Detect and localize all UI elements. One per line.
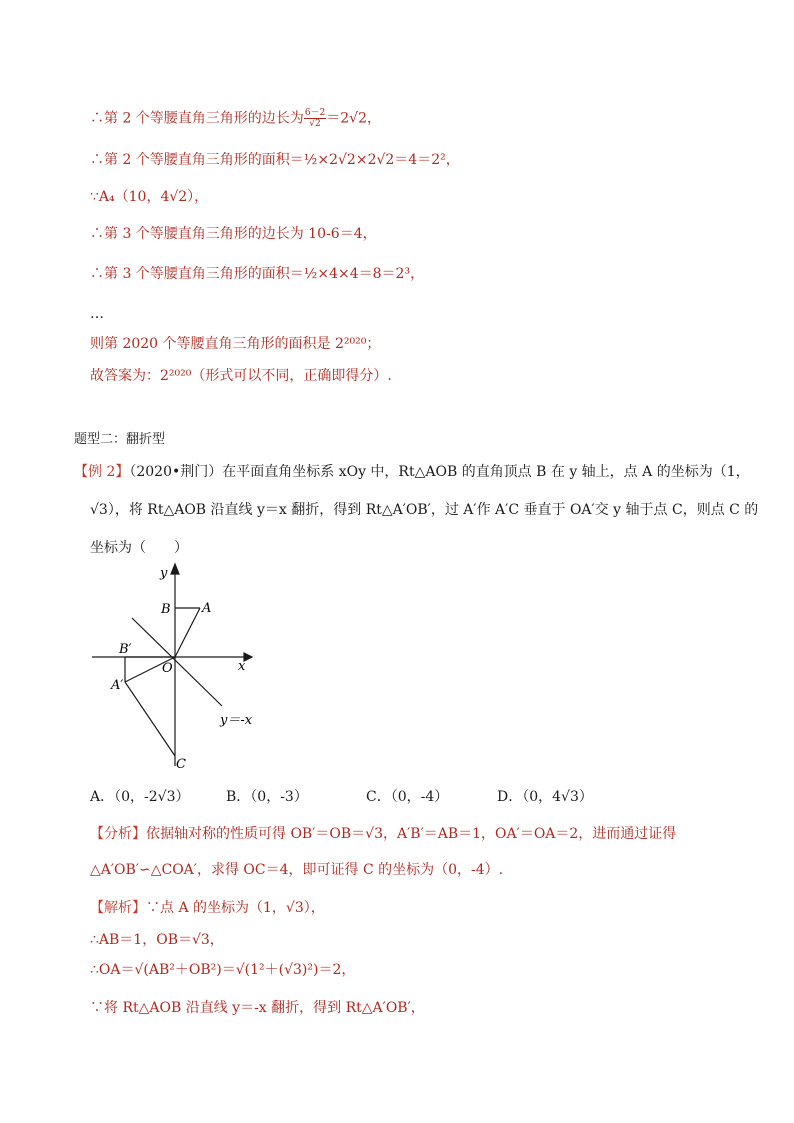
analysis-text-1: 依据轴对称的性质可得 OB′＝OB＝√3，A′B′＝AB＝1，OA′＝OA＝2，进而通过证得	[146, 826, 677, 842]
text-segment: ∴第 2 个等腰直角三角形的边长为	[90, 110, 304, 127]
solution-tag: 【解析】	[90, 900, 146, 916]
option-d: D．（0，4√3）	[497, 789, 593, 805]
label-A: A	[202, 601, 212, 616]
example-line-2: √3），将 Rt△AOB 沿直线 y＝x 翻折，得到 Rt△A′OB′，过 A′作 A′C 垂直于 OA′交 y 轴于点 C，则点 C 的	[90, 502, 759, 518]
ellipsis-line: …	[90, 306, 104, 322]
solution-line-area-2020: 则第 2020 个等腰直角三角形的面积是 2²⁰²⁰；	[90, 336, 381, 352]
solution-text-1: ∵点 A 的坐标为（1，√3），	[146, 900, 325, 916]
label-line-y-neg-x: y＝-x	[220, 713, 253, 728]
analysis-tag: 【分析】	[90, 826, 146, 842]
segment-OA	[175, 608, 200, 657]
solution-line-2: ∴AB＝1，OB＝√3，	[90, 932, 224, 948]
solution-line-3: ∴OA＝√(AB²＋OB²)＝√(1²＋(√3)²)＝2，	[90, 962, 356, 978]
segment-A-prime-C	[125, 682, 175, 756]
solution-line-side-length-3: ∴第 3 个等腰直角三角形的边长为 10-6＝4，	[90, 226, 377, 242]
solution-line-a4: ∵A₄（10，4√2），	[90, 189, 209, 205]
answer-line: 故答案为：2²⁰²⁰（形式可以不同，正确即得分）.	[90, 368, 392, 384]
fraction	[304, 108, 326, 129]
text-segment: ＝2√2，	[326, 110, 382, 127]
label-y: y	[160, 566, 168, 581]
section-title: 题型二：翻折型	[74, 432, 166, 447]
solution-line-area-2: ∴第 2 个等腰直角三角形的面积＝½×2√2×2√2＝4＝2²，	[90, 152, 460, 168]
label-B: B	[161, 602, 171, 617]
label-C: C	[176, 757, 186, 772]
fraction-numerator: 6－2	[304, 108, 326, 118]
label-B-prime: B′	[119, 642, 132, 657]
label-A-prime: A′	[111, 678, 124, 693]
example-line-3: 坐标为（ ）	[90, 540, 188, 556]
option-b: B．（0，-3）	[226, 789, 308, 805]
solution-line-4: ∵将 Rt△AOB 沿直线 y＝-x 翻折，得到 Rt△A′OB′，	[90, 1000, 425, 1016]
analysis-line-1	[90, 824, 676, 844]
coordinate-figure	[84, 556, 284, 776]
y-axis-arrow	[171, 564, 179, 574]
example-tag: 【例 2】	[74, 464, 130, 480]
example-text-1: （2020•荆门）在平面直角坐标系 xOy 中，Rt△AOB 的直角顶点 B 在 y 轴上，点 A 的坐标为（1，	[129, 464, 750, 480]
line-y-equals-neg-x	[132, 618, 222, 706]
option-a: A．（0，-2√3）	[90, 789, 190, 805]
label-x: x	[238, 659, 246, 674]
example-line-1	[74, 462, 750, 482]
option-c: C．（0，-4）	[366, 789, 449, 805]
solution-line-side-length-2	[90, 108, 381, 129]
fraction-denominator: √2	[309, 119, 321, 129]
analysis-line-2: △A′OB′∽△COA′，求得 OC＝4，即可证得 C 的坐标为（0，-4）.	[90, 862, 504, 878]
solution-line-1	[90, 898, 325, 918]
solution-line-area-3: ∴第 3 个等腰直角三角形的面积＝½×4×4＝8＝2³，	[90, 266, 425, 282]
label-O: O	[162, 661, 173, 676]
